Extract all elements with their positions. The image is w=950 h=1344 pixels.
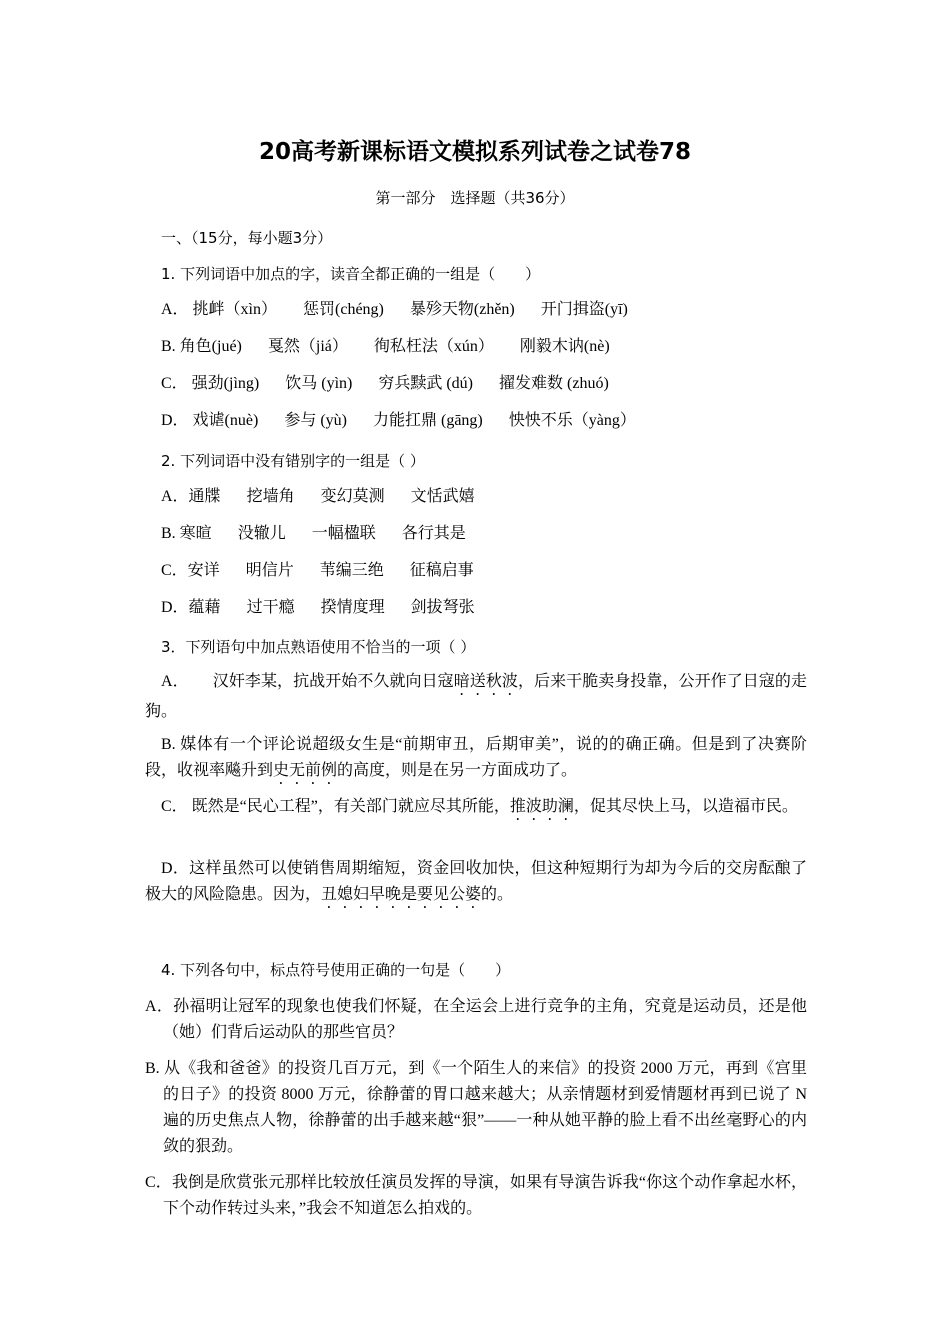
q1-d-item: D． 戏谑(nuè)	[161, 412, 259, 429]
q1-b-item: 刚毅木讷(nè)	[519, 338, 610, 355]
q1-b-item: 戛然（jiá）	[267, 338, 348, 355]
q1-c-item: 擢发难数 (zhuó)	[499, 375, 609, 392]
q1-a-item: 惩罚(chéng)	[303, 301, 384, 318]
q2-option-c	[161, 561, 474, 581]
question-3-stem: 3．下列语句中加点熟语使用不恰当的一项（ ）	[161, 638, 476, 656]
q2-b-item: B. 寒暄	[161, 525, 212, 542]
q3-c-text-end: ，促其尽快上马，以造福市民。	[573, 798, 798, 815]
q1-option-b	[161, 337, 610, 357]
q1-option-d	[161, 411, 636, 431]
q3-option-a	[145, 669, 807, 725]
q2-d-item: 揆情度理	[320, 599, 385, 616]
q3-b-idiom: 史无前例	[273, 762, 338, 779]
q4-option-b: B. 从《我和爸爸》的投资几百万元，到《一个陌生人的来信》的投资 2000 万元，再到《宫里的日子》的投资 8000 万元，徐静蕾的胃口越来越大；从亲情题材到爱情题材再到已说了 N 遍的历史焦点人物，徐静蕾的出手越来越“狠”——一种从她平静的脸上看不出丝毫野心的内敛的狠劲。	[145, 1060, 807, 1155]
part-heading: 第一部分 选择题（共36分）	[375, 189, 575, 207]
q1-c-item: 穷兵黩武 (dú)	[378, 375, 474, 392]
q2-d-item: 剑拔弩张	[410, 599, 475, 616]
question-1-stem: 1. 下列词语中加点的字，读音全都正确的一组是（ ）	[161, 265, 541, 283]
q2-c-item: 苇编三绝	[319, 562, 384, 579]
q1-c-item: 饮马 (yìn)	[285, 375, 353, 392]
q2-c-item: C．安详	[161, 562, 220, 579]
q2-option-d	[161, 598, 475, 618]
q2-d-item: 过干瘾	[246, 599, 295, 616]
q3-option-c	[145, 794, 807, 824]
q2-b-item: 一幅楹联	[311, 525, 376, 542]
q2-option-a	[161, 487, 475, 507]
q2-c-item: 明信片	[245, 562, 294, 579]
q4-option-c: C．我倒是欣赏张元那样比较放任演员发挥的导演，如果有导演告诉我“你这个动作拿起水杯，下个动作转过头来，”我会不知道怎么拍戏的。	[145, 1174, 807, 1217]
section-heading: 一、（15分，每小题3分）	[161, 229, 333, 247]
q3-d-idiom: 丑媳妇早晚是要见公婆	[321, 886, 482, 903]
q2-a-item: 文恬武嬉	[410, 488, 475, 505]
q1-option-c	[161, 374, 609, 394]
q1-b-item: B. 角色(jué)	[161, 338, 242, 355]
q3-c-idiom: 推波助澜	[509, 798, 574, 815]
q3-a-text: A． 汉奸李某，抗战开始不久就向日寇	[161, 673, 454, 690]
q3-b-text-end: 的高度，则是在另一方面成功了。	[337, 762, 578, 779]
q1-b-item: 徇私枉法（xún）	[373, 338, 494, 355]
q3-d-text-end: 的。	[481, 886, 514, 903]
q1-a-item: A． 挑衅（xìn）	[161, 301, 278, 318]
q4-option-a: A．孙福明让冠军的现象也使我们怀疑，在全运会上进行竞争的主角，究竟是运动员，还是他（她）们背后运动队的那些官员？	[145, 998, 807, 1041]
q1-option-a	[161, 300, 628, 320]
question-4-stem: 4. 下列各句中，标点符号使用正确的一句是（ ）	[161, 961, 511, 979]
question-2-stem: 2. 下列词语中没有错别字的一组是（ ）	[161, 452, 425, 470]
q1-d-item: 怏怏不乐（yàng）	[508, 412, 636, 429]
q2-a-item: 挖墙角	[246, 488, 295, 505]
q2-b-item: 没辙儿	[237, 525, 286, 542]
q2-b-item: 各行其是	[401, 525, 466, 542]
page-title: 20高考新课标语文模拟系列试卷之试卷78	[258, 139, 691, 165]
q2-a-item: A．通牒	[161, 488, 221, 505]
q1-a-item: 开门揖盗(yī)	[540, 301, 628, 318]
q2-option-b	[161, 524, 466, 544]
q2-a-item: 变幻莫测	[320, 488, 385, 505]
q3-option-b	[145, 732, 807, 788]
q3-option-d	[145, 856, 807, 912]
q3-a-text-end: ，后来干脆卖身投靠，公开作了日寇的走狗。	[145, 673, 807, 720]
q1-c-item: C． 强劲(jìng)	[161, 375, 260, 392]
q3-d-text: D．这样虽然可以使销售周期缩短，资金回收加快，但这种短期行为却为今后的交房酝酿了极大的风险隐患。因为，	[145, 860, 807, 903]
q2-d-item: D．蕴藉	[161, 599, 221, 616]
q1-a-item: 暴殄天物(zhěn)	[409, 301, 515, 318]
q1-d-item: 力能扛鼎 (gāng)	[373, 412, 483, 429]
q3-a-idiom: 暗送秋波	[453, 673, 518, 690]
q3-b-text: B. 媒体有一个评论说超级女生是“前期审丑，后期审美”，说的的确正确。但是到了决赛阶段，收视率飚升到	[145, 736, 807, 779]
q1-d-item: 参与 (yù)	[284, 412, 347, 429]
q2-c-item: 征稿启事	[409, 562, 474, 579]
q3-c-text: C． 既然是“民心工程”，有关部门就应尽其所能，	[161, 798, 510, 815]
